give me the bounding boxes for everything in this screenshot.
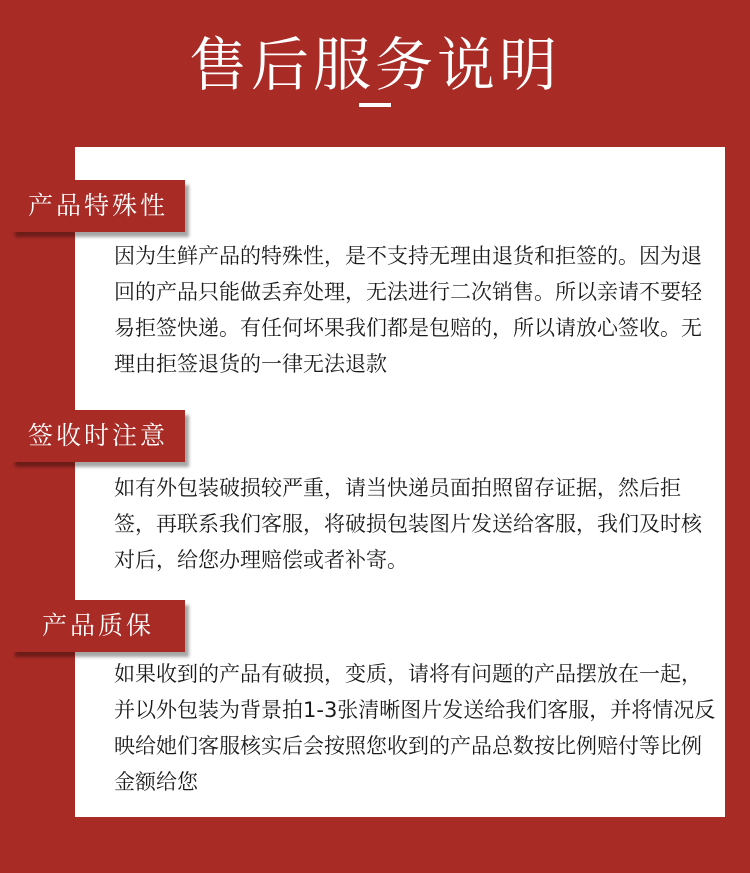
page-title: 售后服务说明 [188,31,561,99]
section-label-product-specialty: 产品特殊性 [11,180,185,232]
section-label-quality-guarantee: 产品质保 [11,600,185,652]
title-underline [359,103,391,107]
section-text-quality-guarantee: 如果收到的产品有破损，变质，请将有问题的产品摆放在一起，并以外包装为背景拍1-3张清晰图片发送给我们客服，并将情况反映给她们客服核实后会按照您收到的产品总数按比例赔付等比例金额给您 [114,662,716,794]
section-label-receipt-notice: 签收时注意 [11,410,185,462]
section-text-product-specialty: 因为生鲜产品的特殊性，是不支持无理由退货和拒签的。因为退回的产品只能做丢弃处理，无法进行二次销售。所以亲请不要轻易拒签快递。有任何坏果我们都是包赔的，所以请放心签收。无理由拒签退货的一律无法退款 [114,244,702,376]
section-text-receipt-notice: 如有外包装破损较严重，请当快递员面拍照留存证据，然后拒签，再联系我们客服，将破损包装图片发送给客服，我们及时核对后，给您办理赔偿或者补寄。 [114,476,702,572]
